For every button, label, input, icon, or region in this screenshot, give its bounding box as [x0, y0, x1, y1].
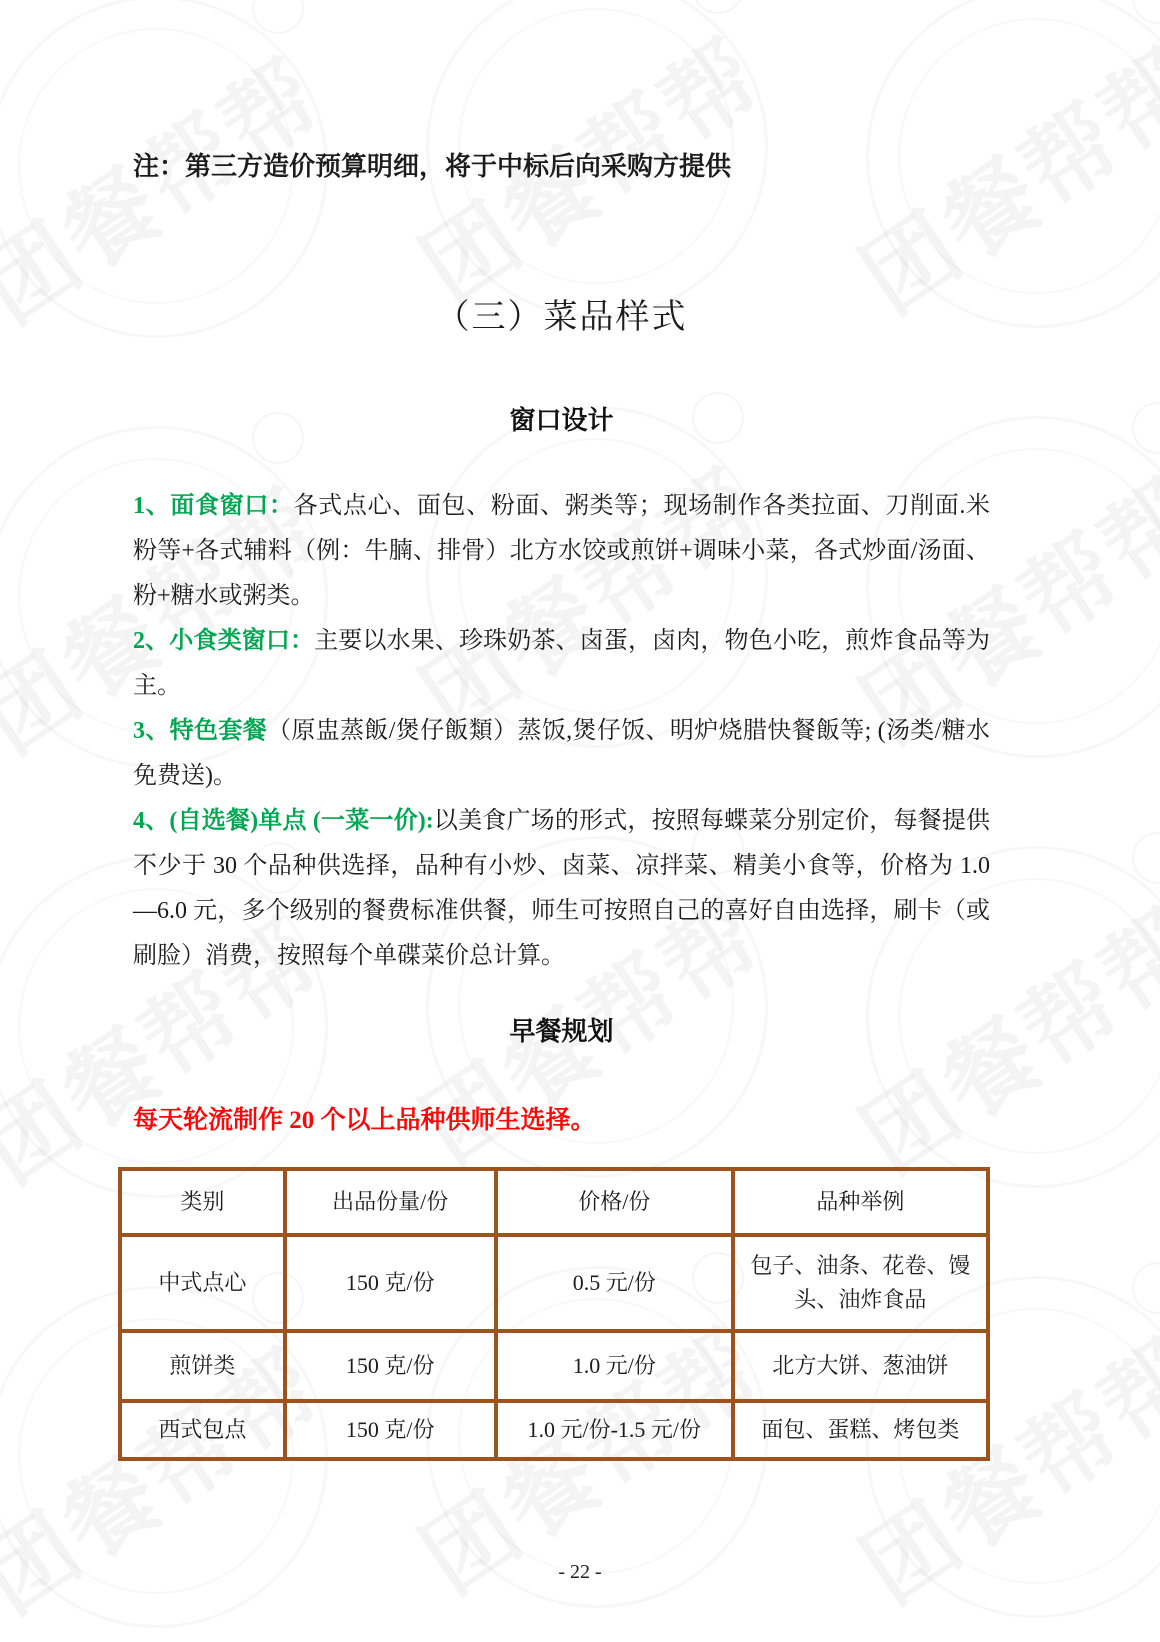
paragraph-4-label: 4、(自选餐)单点 (一菜一价):	[133, 808, 434, 834]
table-header-examples: 品种举例	[733, 1169, 988, 1235]
table-cell-category: 西式包点	[120, 1401, 285, 1459]
table-cell-price: 0.5 元/份	[496, 1235, 733, 1331]
paragraph-a-la-carte	[133, 799, 990, 979]
note-line: 注：第三方造价预算明细，将于中标后向采购方提供	[133, 152, 732, 181]
subsection-breakfast-plan: 早餐规划	[509, 1016, 614, 1046]
table-cell-portion: 150 克/份	[285, 1235, 496, 1331]
table-cell-portion: 150 克/份	[285, 1331, 496, 1401]
paragraph-1-text: 各式点心、面包、粉面、粥类等；现场制作各类拉面、刀削面.米粉等+各式辅料（例：牛腩、排骨）北方水饺或煎饼+调味小菜，各式炒面/汤面、粉+糖水或粥类。	[133, 493, 991, 609]
table-cell-portion: 150 克/份	[285, 1401, 496, 1459]
subsection-window-design: 窗口设计	[509, 405, 614, 435]
table-cell-examples: 包子、油条、花卷、馒头、油炸食品	[733, 1235, 988, 1331]
page-number: - 22 -	[558, 1561, 602, 1583]
paragraph-2-label: 2、小食类窗口：	[133, 628, 315, 654]
table-header-category: 类别	[120, 1169, 285, 1235]
table-cell-price: 1.0 元/份	[496, 1331, 733, 1401]
paragraph-3-label: 3、特色套餐	[133, 718, 268, 744]
paragraph-1-label: 1、面食窗口：	[133, 493, 294, 519]
paragraph-4-text: 以美食广场的形式，按照每蝶菜分别定价，每餐提供不少于 30 个品种供选择，品种有小炒、卤菜、凉拌菜、精美小食等，价格为 1.0—6.0 元，多个级别的餐费标准供餐，师生可按照自己的喜好自由选择，刷卡（或刷脸）消费，按照每个单碟菜价总计算。	[133, 808, 991, 969]
table-row	[120, 1331, 988, 1401]
paragraph-list	[133, 484, 990, 979]
paragraph-noodle-window	[133, 484, 990, 619]
table-row	[120, 1235, 988, 1331]
breakfast-note-suffix: 个以上品种供师生选择。	[314, 1107, 596, 1134]
table-cell-price: 1.0 元/份-1.5 元/份	[496, 1401, 733, 1459]
paragraph-2-text: 主要以水果、珍珠奶茶、卤蛋，卤肉，物色小吃，煎炸食品等为主。	[133, 628, 991, 699]
breakfast-note	[133, 1103, 990, 1139]
table-cell-category: 中式点心	[120, 1235, 285, 1331]
page-content	[0, 150, 1160, 1461]
table-row	[120, 1401, 988, 1459]
table-header-portion: 出品份量/份	[285, 1169, 496, 1235]
breakfast-note-number: 20	[289, 1107, 315, 1134]
table-header-price: 价格/份	[496, 1169, 733, 1235]
table-header-row	[120, 1169, 988, 1235]
table-cell-examples: 面包、蛋糕、烤包类	[733, 1401, 988, 1459]
paragraph-snack-window	[133, 619, 990, 709]
breakfast-table	[118, 1167, 990, 1461]
table-cell-examples: 北方大饼、葱油饼	[733, 1331, 988, 1401]
table-cell-category: 煎饼类	[120, 1331, 285, 1401]
section-title: （三）菜品样式	[435, 299, 688, 336]
paragraph-3-text: （原盅蒸飯/煲仔飯類）蒸饭,煲仔饭、明炉烧腊快餐飯等; (汤类/糖水免费送)。	[133, 718, 991, 789]
paragraph-special-set	[133, 709, 990, 799]
breakfast-note-prefix: 每天轮流制作	[133, 1107, 290, 1134]
